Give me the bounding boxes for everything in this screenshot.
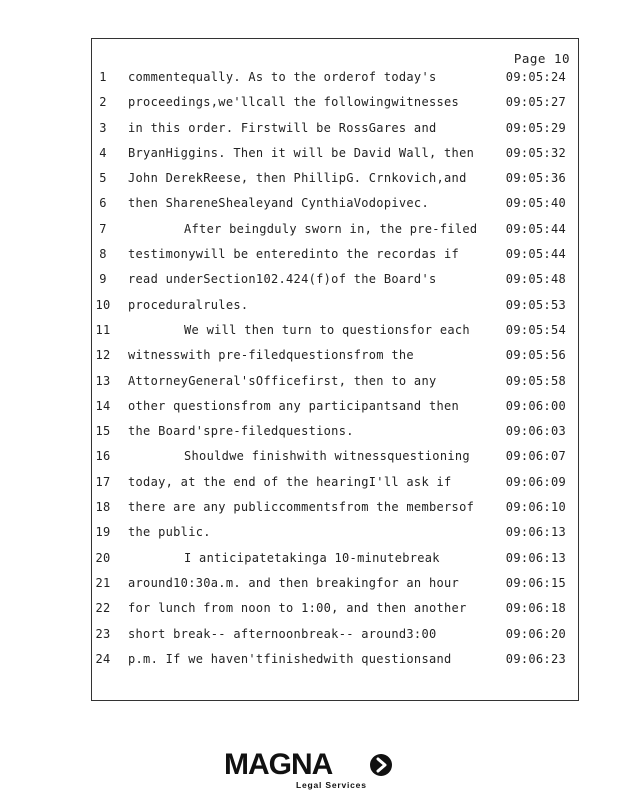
transcript-line bbox=[92, 146, 578, 171]
line-number: 11 bbox=[95, 322, 111, 337]
line-timestamp: 09:06:23 bbox=[505, 651, 566, 666]
transcript-line bbox=[92, 399, 578, 424]
line-number: 16 bbox=[95, 449, 111, 464]
transcript-line bbox=[92, 323, 578, 348]
line-timestamp: 09:06:13 bbox=[505, 550, 566, 565]
transcript-line bbox=[92, 95, 578, 120]
line-timestamp: 09:06:20 bbox=[505, 626, 566, 641]
line-number: 18 bbox=[95, 500, 111, 515]
line-text: witnesswith pre-filedquestionsfrom the bbox=[128, 348, 414, 363]
transcript-line bbox=[92, 171, 578, 196]
line-text: read underSection102.424(f)of the Board's bbox=[128, 272, 437, 287]
line-number: 1 bbox=[99, 70, 107, 84]
line-text: p.m. If we haven'tfinishedwith questionsand bbox=[128, 651, 452, 666]
line-text: Shouldwe finishwith witnessquestioning bbox=[184, 449, 470, 464]
line-number: 6 bbox=[99, 196, 107, 211]
line-timestamp: 09:05:58 bbox=[505, 373, 566, 388]
line-text: other questionsfrom any participantsand then bbox=[128, 398, 460, 413]
line-text: BryanHiggins. Then it will be David Wall, then bbox=[128, 145, 475, 160]
line-number: 23 bbox=[95, 626, 111, 641]
line-text: AttorneyGeneral'sOfficefirst, then to any bbox=[128, 373, 437, 388]
line-text: short break-- afternoonbreak-- around3:00 bbox=[128, 626, 437, 641]
line-text: We will then turn to questionsfor each bbox=[184, 322, 470, 337]
line-number: 10 bbox=[95, 297, 111, 312]
line-text: in this order. Firstwill be RossGares and bbox=[128, 120, 437, 135]
line-text: proceduralrules. bbox=[128, 297, 249, 312]
line-text: the Board'spre-filedquestions. bbox=[128, 424, 354, 439]
line-number: 4 bbox=[99, 145, 107, 160]
line-number: 15 bbox=[95, 424, 111, 439]
line-timestamp: 09:06:10 bbox=[505, 500, 566, 515]
line-timestamp: 09:06:00 bbox=[505, 398, 566, 413]
line-text: proceedings,we'llcall the followingwitnesses bbox=[128, 95, 460, 110]
line-text: for lunch from noon to 1:00, and then another bbox=[128, 601, 467, 616]
line-number: 7 bbox=[99, 221, 107, 236]
logo-wordmark: MAGNA bbox=[224, 748, 333, 781]
line-timestamp: 09:06:15 bbox=[505, 575, 566, 590]
line-timestamp: 09:05:32 bbox=[505, 145, 566, 160]
transcript-line bbox=[92, 222, 578, 247]
line-number: 22 bbox=[95, 601, 111, 616]
line-timestamp: 09:05:27 bbox=[505, 95, 566, 110]
line-text: John DerekReese, then PhillipG. Crnkovich,and bbox=[128, 171, 467, 186]
line-number: 5 bbox=[99, 171, 107, 186]
line-text: the public. bbox=[128, 525, 211, 540]
line-number: 2 bbox=[99, 95, 107, 110]
logo-tagline: Legal Services bbox=[296, 780, 367, 790]
line-timestamp: 09:05:44 bbox=[505, 247, 566, 262]
line-number: 21 bbox=[95, 575, 111, 590]
transcript-line bbox=[92, 247, 578, 272]
transcript-line bbox=[92, 652, 578, 677]
line-timestamp: 09:06:09 bbox=[505, 474, 566, 489]
line-timestamp: 09:05:44 bbox=[505, 221, 566, 236]
transcript-line bbox=[92, 121, 578, 146]
magna-logo bbox=[224, 748, 394, 792]
transcript-line bbox=[92, 627, 578, 652]
transcript-lines bbox=[92, 70, 578, 677]
line-timestamp: 09:05:53 bbox=[505, 297, 566, 312]
transcript-line bbox=[92, 374, 578, 399]
line-timestamp: 09:06:18 bbox=[505, 601, 566, 616]
line-number: 24 bbox=[95, 651, 111, 666]
line-timestamp: 09:05:40 bbox=[505, 196, 566, 211]
line-text: then ShareneShealeyand CynthiaVodopivec. bbox=[128, 196, 429, 211]
transcript-line bbox=[92, 475, 578, 500]
line-number: 17 bbox=[95, 474, 111, 489]
line-number: 14 bbox=[95, 398, 111, 413]
line-number: 12 bbox=[95, 348, 111, 363]
line-timestamp: 09:05:56 bbox=[505, 348, 566, 363]
transcript-line bbox=[92, 348, 578, 373]
transcript-line bbox=[92, 551, 578, 576]
transcript-line bbox=[92, 576, 578, 601]
line-timestamp: 09:05:29 bbox=[505, 120, 566, 135]
transcript-line bbox=[92, 449, 578, 474]
line-text: commentequally. As to the orderof today's bbox=[128, 70, 437, 84]
transcript-line bbox=[92, 424, 578, 449]
line-text: After beingduly sworn in, the pre-filed bbox=[184, 221, 478, 236]
transcript-line bbox=[92, 601, 578, 626]
transcript-line bbox=[92, 525, 578, 550]
line-number: 19 bbox=[95, 525, 111, 540]
transcript-line bbox=[92, 196, 578, 221]
line-text: testimonywill be enteredinto the recordas if bbox=[128, 247, 460, 262]
page-number: Page 10 bbox=[513, 51, 570, 66]
line-number: 13 bbox=[95, 373, 111, 388]
line-timestamp: 09:06:03 bbox=[505, 424, 566, 439]
line-number: 3 bbox=[99, 120, 107, 135]
line-text: today, at the end of the hearingI'll ask if bbox=[128, 474, 452, 489]
arrow-circle-icon bbox=[370, 754, 392, 776]
transcript-line bbox=[92, 70, 578, 95]
line-timestamp: 09:05:36 bbox=[505, 171, 566, 186]
line-text: there are any publiccommentsfrom the membersof bbox=[128, 500, 475, 515]
line-timestamp: 09:06:07 bbox=[505, 449, 566, 464]
line-number: 8 bbox=[99, 247, 107, 262]
line-text: around10:30a.m. and then breakingfor an hour bbox=[128, 575, 460, 590]
transcript-line bbox=[92, 298, 578, 323]
line-text: I anticipatetakinga 10-minutebreak bbox=[184, 550, 440, 565]
transcript-line bbox=[92, 272, 578, 297]
transcript-page bbox=[91, 38, 579, 701]
line-timestamp: 09:05:54 bbox=[505, 322, 566, 337]
line-timestamp: 09:05:24 bbox=[505, 70, 566, 84]
line-timestamp: 09:05:48 bbox=[505, 272, 566, 287]
line-number: 9 bbox=[99, 272, 107, 287]
transcript-line bbox=[92, 500, 578, 525]
line-timestamp: 09:06:13 bbox=[505, 525, 566, 540]
line-number: 20 bbox=[95, 550, 111, 565]
